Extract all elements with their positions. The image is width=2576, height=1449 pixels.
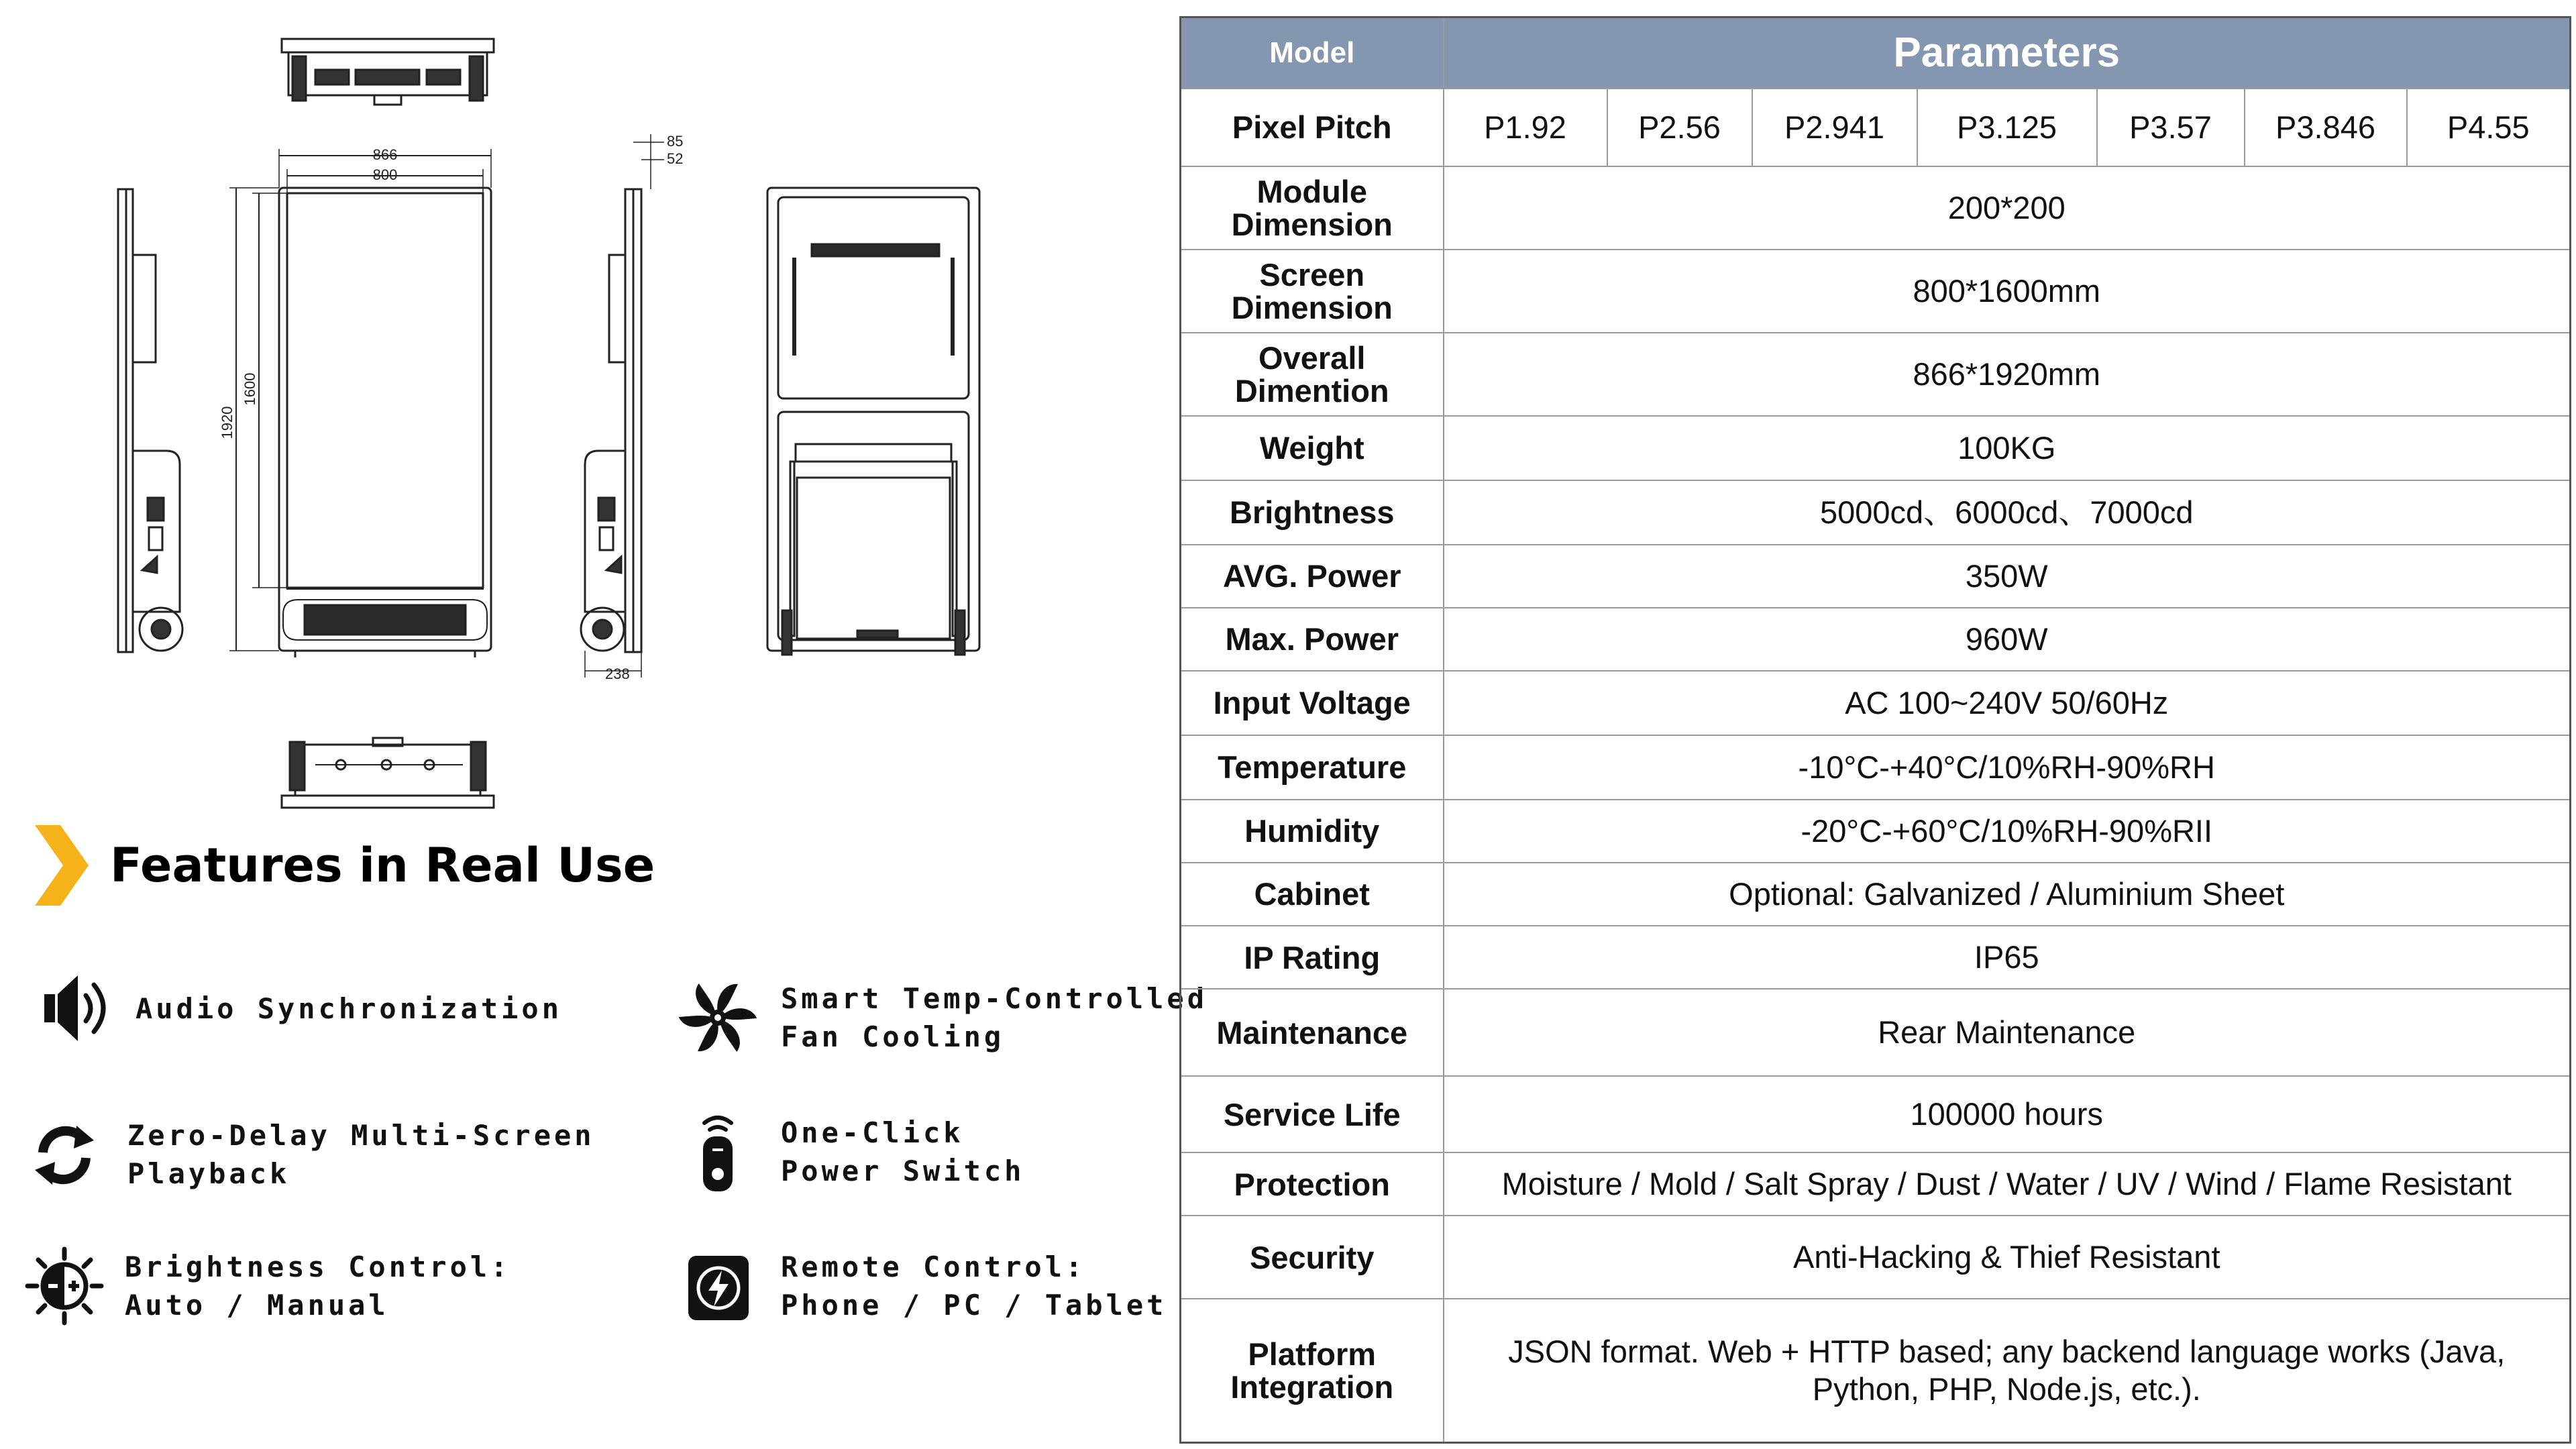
- row-label: Protection: [1181, 1152, 1444, 1216]
- feature-fan-cooling: [678, 974, 1208, 1061]
- row-value: 960W: [1444, 608, 2571, 671]
- table-row: [1181, 333, 2571, 416]
- dim-depth-a: 85: [667, 133, 684, 150]
- feature-remote-line-1: Remote Control:: [781, 1250, 1086, 1283]
- features-title: Features in Real Use: [110, 838, 655, 893]
- pitch-cell: P3.846: [2245, 89, 2407, 166]
- pitch-cell: P3.57: [2097, 89, 2245, 166]
- feature-power-line-1: One-Click: [781, 1116, 964, 1149]
- row-value: 866*1920mm: [1444, 333, 2571, 416]
- row-label: IP Rating: [1181, 926, 1444, 989]
- table-row: [1181, 989, 2571, 1076]
- row-value: 350W: [1444, 545, 2571, 608]
- table-header-row: [1181, 17, 2571, 89]
- header-model: Model: [1181, 17, 1444, 89]
- feature-multi-screen: [24, 1111, 595, 1198]
- feature-fan-line-2: Fan Cooling: [781, 1020, 1005, 1053]
- right-side-view-drawing: [581, 134, 664, 678]
- pitch-cell: P3.125: [1917, 89, 2097, 166]
- feature-brightness-line-2: Auto / Manual: [125, 1289, 389, 1322]
- sync-arrows-icon: [24, 1111, 105, 1198]
- spec-table: [1179, 16, 2571, 1444]
- feature-audio-line-1: Audio Synchronization: [136, 991, 563, 1025]
- row-label: Brightness: [1181, 480, 1444, 545]
- row-value: IP65: [1444, 926, 2571, 989]
- pitch-cell: P4.55: [2407, 89, 2571, 166]
- feature-brightness: [24, 1242, 511, 1330]
- row-label: Max. Power: [1181, 608, 1444, 671]
- pitch-cell: P1.92: [1444, 89, 1607, 166]
- row-label: Cabinet: [1181, 863, 1444, 926]
- table-row: [1181, 1152, 2571, 1216]
- table-row: [1181, 735, 2571, 800]
- row-label: Input Voltage: [1181, 671, 1444, 735]
- row-label: Service Life: [1181, 1076, 1444, 1152]
- header-parameters: Parameters: [1444, 17, 2571, 89]
- table-row: [1181, 166, 2571, 250]
- rear-view-drawing: [767, 188, 979, 655]
- row-label: Weight: [1181, 416, 1444, 480]
- top-view-drawing: [282, 39, 494, 105]
- table-row: [1181, 800, 2571, 863]
- row-value: 200*200: [1444, 166, 2571, 250]
- row-label: Maintenance: [1181, 989, 1444, 1076]
- row-label: Temperature: [1181, 735, 1444, 800]
- feature-power-switch: [678, 1108, 1024, 1195]
- row-value: Rear Maintenance: [1444, 989, 2571, 1076]
- chevron-right-icon: [35, 825, 89, 906]
- feature-multi-screen-line-1: Zero-Delay Multi-Screen: [127, 1119, 595, 1152]
- row-label: Security: [1181, 1216, 1444, 1299]
- row-value: 800*1600mm: [1444, 250, 2571, 333]
- feature-power-line-2: Power Switch: [781, 1155, 1025, 1187]
- features-heading: [35, 825, 655, 906]
- table-row: [1181, 671, 2571, 735]
- front-view-drawing: [229, 149, 491, 657]
- feature-remote-control: [678, 1242, 1167, 1330]
- table-row: [1181, 1076, 2571, 1152]
- table-row: [1181, 250, 2571, 333]
- dim-screen-width: 800: [372, 166, 398, 183]
- dim-overall-height: 1920: [219, 406, 235, 439]
- lightning-icon: [678, 1242, 758, 1330]
- row-label: Module Dimension: [1181, 166, 1444, 250]
- table-row: [1181, 416, 2571, 480]
- feature-multi-screen-line-2: Playback: [127, 1157, 290, 1190]
- brightness-icon: [24, 1242, 105, 1330]
- row-value: JSON format. Web + HTTP based; any backend language works (Java, Python, PHP, Node.js, etc.).: [1444, 1299, 2571, 1442]
- table-row: [1181, 1216, 2571, 1299]
- row-label: Screen Dimension: [1181, 250, 1444, 333]
- pitch-cell: P2.56: [1607, 89, 1752, 166]
- feature-remote-line-2: Phone / PC / Tablet: [781, 1289, 1167, 1322]
- dim-overall-width: 866: [372, 146, 398, 163]
- row-value: -10°C-+40°C/10%RH-90%RH: [1444, 735, 2571, 800]
- pitch-cell: P2.941: [1752, 89, 1917, 166]
- speaker-icon: [32, 965, 113, 1052]
- table-row: [1181, 480, 2571, 545]
- left-side-view-drawing: [118, 189, 182, 652]
- technical-drawings: [0, 0, 1181, 832]
- fan-icon: [678, 974, 758, 1061]
- row-label: Overall Dimention: [1181, 333, 1444, 416]
- table-row-pixel-pitch: [1181, 89, 2571, 166]
- remote-power-icon: [678, 1108, 758, 1195]
- feature-brightness-line-1: Brightness Control:: [125, 1250, 511, 1283]
- row-label: Humidity: [1181, 800, 1444, 863]
- table-row: [1181, 608, 2571, 671]
- row-value: Moisture / Mold / Salt Spray / Dust / Water / UV / Wind / Flame Resistant: [1444, 1152, 2571, 1216]
- table-row: [1181, 545, 2571, 608]
- feature-fan-line-1: Smart Temp-Controlled: [781, 982, 1208, 1015]
- row-value: AC 100~240V 50/60Hz: [1444, 671, 2571, 735]
- row-label: Pixel Pitch: [1181, 89, 1444, 166]
- table-row: [1181, 863, 2571, 926]
- row-value: -20°C-+60°C/10%RH-90%RII: [1444, 800, 2571, 863]
- row-value: Anti-Hacking & Thief Resistant: [1444, 1216, 2571, 1299]
- dim-screen-height: 1600: [241, 372, 258, 406]
- table-row: [1181, 1299, 2571, 1442]
- table-row: [1181, 926, 2571, 989]
- bottom-view-drawing: [282, 738, 494, 808]
- dim-depth-b: 52: [667, 150, 684, 167]
- row-value: Optional: Galvanized / Aluminium Sheet: [1444, 863, 2571, 926]
- row-label: Platform Integration: [1181, 1299, 1444, 1442]
- row-label: AVG. Power: [1181, 545, 1444, 608]
- row-value: 5000cd、6000cd、7000cd: [1444, 480, 2571, 545]
- row-value: 100000 hours: [1444, 1076, 2571, 1152]
- feature-audio-sync: [32, 965, 562, 1052]
- row-value: 100KG: [1444, 416, 2571, 480]
- dim-base-depth: 238: [605, 665, 630, 682]
